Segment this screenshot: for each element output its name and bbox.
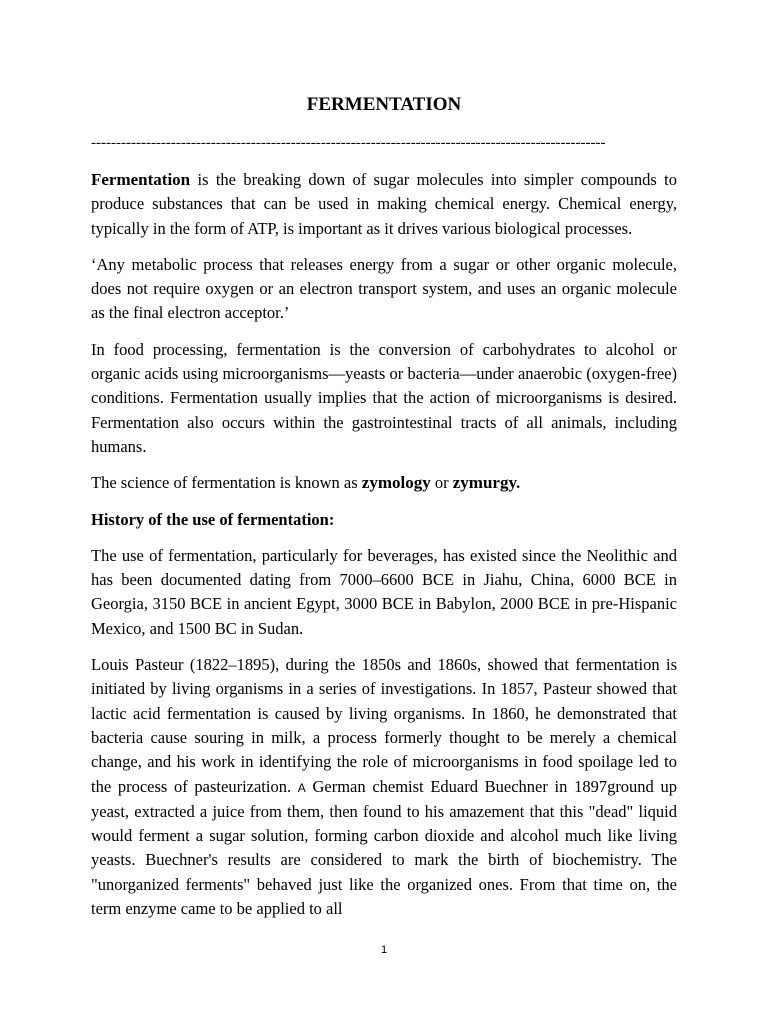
fermentation-term: Fermentation [91,170,191,189]
food-processing-paragraph: In food processing, fermentation is the conversion of carbohydrates to alcohol or organic acids using microorganisms—yeasts or bacteria—under anaerobic (oxygen-free) conditions. Fermentation usually implies that the action of microorganisms is desired. Fermentation also occurs within the gastrointestinal tracts of all animals, including humans. [91,339,677,456]
intro-text: is the breaking down of sugar molecules into simpler compounds to produce substances that can be used in making chemical energy. Chemical energy, typically in the form of ATP, is important as it drives various biological processes. [91,170,677,238]
document-body [91,168,677,933]
science-middle: or [430,473,453,493]
intro-paragraph [91,168,677,241]
page-number: 1 [380,944,388,956]
history-paragraph-1: The use of fermentation, particularly for beverages, has existed since the Neolithic and has been documented dating from 7000–6600 BCE in Jiahu, China, 6000 BCE in Georgia, 3150 BCE in ancient Egypt, 3000 BCE in Babylon, 2000 BCE in pre-Hispanic Mexico, and 1500 BC in Sudan. [91,545,677,638]
title-divider: ------------------------------------------------------------------------------------------------------- [91,135,606,151]
history-paragraph-2-part2: German chemist Eduard Buechner in 1897ground up yeast, extracted a juice from them, then found to his amazement that this "dead" liquid would ferment a sugar solution, forming carbon dioxide and alcohol much like living yeasts. Buechner's results are considered to mark the birth of biochemistry. The "unorganized ferments" behaved just like the organized ones. From that time on, the term enzyme came to be applied to all [91,776,677,919]
page-title: FERMENTATION [306,94,462,115]
zymurgy-term: zymurgy. [452,473,521,493]
science-prefix: The science of fermentation is known as [91,473,362,493]
history-paragraph-2 [91,653,677,921]
zymology-term: zymology [361,473,431,493]
science-paragraph [91,471,677,495]
history-heading: History of the use of fermentation: [91,509,335,529]
definition-quote: ‘Any metabolic process that releases energy from a sugar or other organic molecule, does not require oxygen or an electron transport system, and uses an organic molecule as the final electron acceptor.’ [91,254,677,323]
small-a-letter: A [297,780,306,795]
history-paragraph-2-part1: Louis Pasteur (1822–1895), during the 1850s and 1860s, showed that fermentation is initiated by living organisms in a series of investigations. In 1857, Pasteur showed that lactic acid fermentation is caused by living organisms. In 1860, he demonstrated that bacteria cause souring in milk, a process formerly thought to be merely a chemical change, and his work in identifying the role of microorganisms in food spoilage led to the process of pasteurization. [91,655,677,796]
